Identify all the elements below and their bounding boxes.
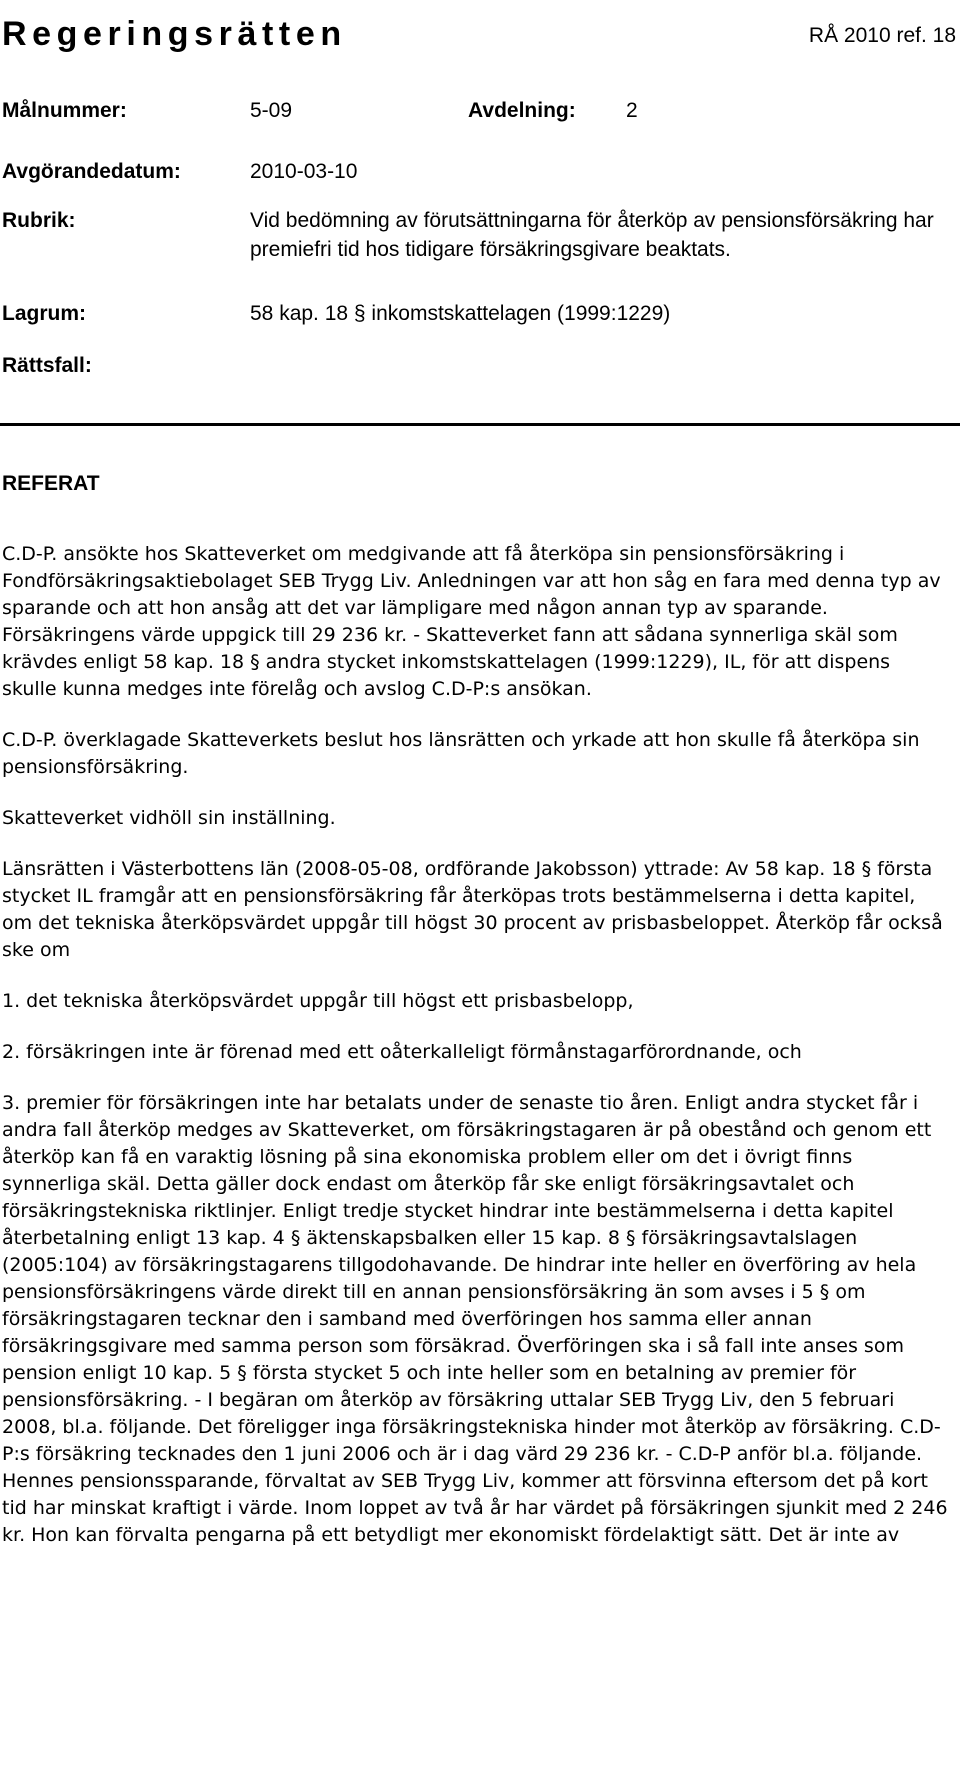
paragraph: C.D-P. överklagade Skatteverkets beslut hos länsrätten och yrkade att hon skulle få återköpa sin pensionsförsäkring.	[2, 729, 920, 778]
avdelning-value: 2	[626, 99, 638, 122]
malnummer-label: Målnummer:	[2, 99, 127, 122]
avdelning-label: Avdelning:	[468, 99, 576, 122]
rattsfall-label: Rättsfall:	[2, 354, 92, 377]
avgorandedatum-value: 2010-03-10	[250, 160, 358, 183]
paragraph: 2. försäkringen inte är förenad med ett oåterkalleligt förmånstagarförordnande, och	[2, 1041, 802, 1063]
referat-heading: REFERAT	[2, 472, 100, 495]
document-header	[0, 0, 960, 72]
case-reference: RÅ 2010 ref. 18	[808, 24, 956, 47]
lagrum-label: Lagrum:	[2, 302, 86, 325]
rubrik-label: Rubrik:	[2, 209, 76, 232]
paragraph: C.D-P. ansökte hos Skatteverket om medgivande att få återköpa sin pensionsförsäkring i Fondförsäkringsaktiebolaget SEB Trygg Liv. Anledningen var att hon såg en fara med denna typ av sparande och att hon ansåg att det var lämpligare med någon annan typ av sparande. Försäkringens värde uppgick till 29 236 kr. - Skatteverket fann att sådana synnerliga skäl som krävdes enligt 58 kap. 18 § andra stycket inkomstskattelagen (1999:1229), IL, för att dispens skulle kunna medges inte förelåg och avslog C.D-P:s ansökan.	[2, 543, 941, 700]
referat-body	[2, 541, 950, 1549]
paragraph: 1. det tekniska återköpsvärdet uppgår till högst ett prisbasbelopp,	[2, 990, 634, 1012]
court-name: Regeringsrätten	[2, 15, 347, 53]
avgorandedatum-label: Avgörandedatum:	[2, 160, 181, 183]
malnummer-value: 5-09	[250, 99, 293, 122]
paragraph: Länsrätten i Västerbottens län (2008-05-08, ordförande Jakobsson) yttrade: Av 58 kap. 18 § första stycket IL framgår att en pensionsförsäkring får återköpas trots bestämmelserna i detta kapitel, om det tekniska återköpsvärdet uppgår till högst 30 procent av prisbasbeloppet. Återköp får också ske om	[2, 858, 943, 961]
rubrik-value: Vid bedömning av förutsättningarna för återköp av pensionsförsäkring har premiefri tid hos tidigare försäkringsgivare beaktats.	[250, 209, 934, 261]
paragraph: 3. premier för försäkringen inte har betalats under de senaste tio åren. Enligt andra stycket får i andra fall återköp medges av Skatteverket, om försäkringstagaren är på obestånd och genom ett återköp kan få en varaktig lösning på sina ekonomiska problem eller om det i övrigt finns synnerliga skäl. Detta gäller dock endast om återköp får ske enligt försäkringsavtalet och försäkringstekniska riktlinjer. Enligt tredje stycket hindrar inte bestämmelserna i detta kapitel återbetalning enligt 13 kap. 4 § äktenskapsbalken eller 15 kap. 8 § försäkringsavtalslagen (2005:104) av försäkringstagarens tillgodohavande. De hindrar inte heller en överföring av hela pensionsförsäkringens värde direkt till en annan pensionsförsäkring än som avses i 5 § om försäkringstagaren tecknar den i samband med överföringen hos samma eller annan försäkringsgivare med samma person som försäkrad. Överföringen ska i så fall inte anses som pension enligt 10 kap. 5 § första stycket 5 och inte heller som en betalning av premier för pensionsförsäkring. - I begäran om återköp av försäkring uttalar SEB Trygg Liv, den 5 februari 2008, bl.a. följande. Det föreligger inga försäkringstekniska hinder mot återköp av försäkring. C.D-P:s försäkring tecknades den 1 juni 2006 och är i dag värd 29 236 kr. - C.D-P anför bl.a. följande. Hennes pensionssparande, förvaltat av SEB Trygg Liv, kommer att försvinna eftersom det på kort tid har minskat kraftigt i värde. Inom loppet av två år har värdet på försäkringen sjunkit med 2 246 kr. Hon kan förvalta pengarna på ett betydligt mer ekonomiskt fördelaktigt sätt. Det är inte av	[2, 1092, 948, 1546]
lagrum-value: 58 kap. 18 § inkomstskattelagen (1999:1229)	[250, 302, 671, 325]
section-divider	[0, 423, 960, 426]
paragraph: Skatteverket vidhöll sin inställning.	[2, 807, 336, 829]
